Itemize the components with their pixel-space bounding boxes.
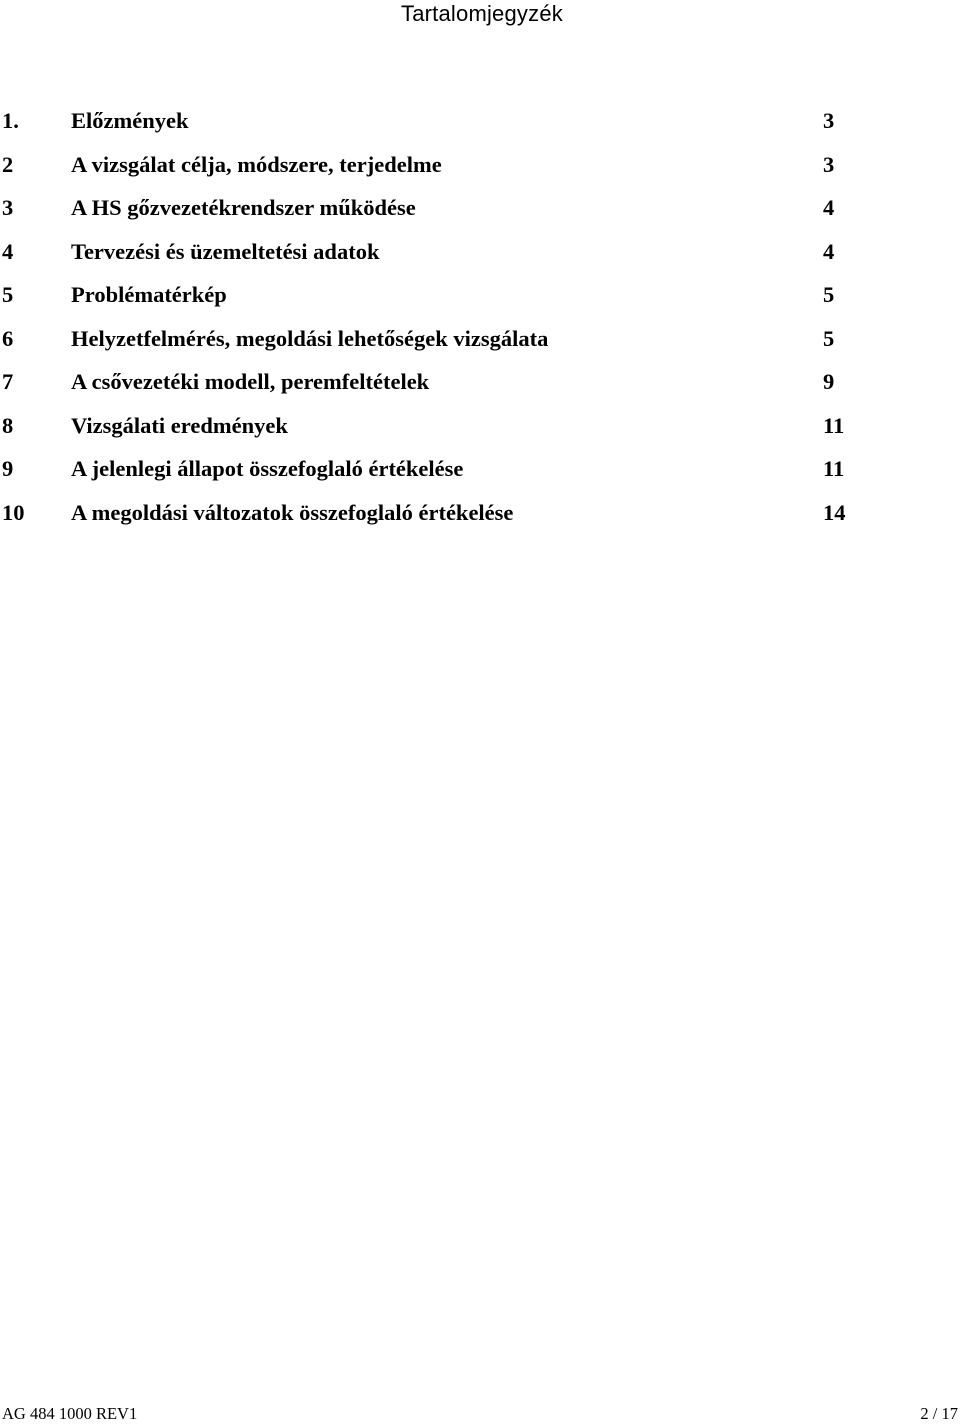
- toc-entry-number: 5: [2, 282, 14, 307]
- toc-entry-title: Helyzetfelmérés, megoldási lehetőségek vizsgálata: [71, 325, 549, 351]
- toc-entry-title: Tervezési és üzemeltetési adatok: [71, 238, 380, 264]
- toc-entry-number: 6: [2, 325, 14, 351]
- toc-entry-number: 3: [2, 195, 14, 220]
- toc-entry-page: 3: [823, 151, 835, 177]
- document-id: AG 484 1000 REV1: [2, 1404, 138, 1423]
- toc-entry-number: 2: [2, 151, 14, 177]
- toc-entry-title: Vizsgálati eredmények: [71, 412, 288, 438]
- toc-entry-number: 8: [2, 412, 14, 438]
- toc-entry-number: 10: [2, 499, 25, 525]
- page-indicator: 2 / 17: [920, 1404, 958, 1423]
- toc-entry-number: 9: [2, 456, 14, 481]
- toc-entry-page: 4: [823, 238, 835, 264]
- toc-entry-page: 14: [823, 499, 846, 525]
- toc-entry-number: 7: [2, 369, 14, 394]
- page-footer: [0, 1401, 960, 1423]
- toc-entry-title: A jelenlegi állapot összefoglaló értékelése: [71, 456, 464, 481]
- toc-entry-3[interactable]: [0, 186, 960, 230]
- toc-entry-page: 11: [823, 456, 845, 481]
- page-title: Tartalomjegyzék: [401, 1, 563, 26]
- toc-entry-page: 3: [823, 108, 835, 133]
- toc-entry-5[interactable]: [0, 273, 960, 317]
- toc-entry-page: 5: [823, 282, 835, 307]
- toc-entry-page: 4: [823, 195, 835, 220]
- toc-entry-9[interactable]: [0, 447, 960, 491]
- toc-entry-6[interactable]: [0, 317, 960, 361]
- toc-entry-page: 11: [823, 412, 845, 438]
- toc-entry-number: 4: [2, 238, 14, 264]
- toc-entry-page: 5: [823, 325, 835, 351]
- toc-entry-page: 9: [823, 369, 835, 394]
- toc-entry-title: A megoldási változatok összefoglaló értékelése: [71, 499, 514, 525]
- toc-entry-number: 1.: [2, 108, 19, 133]
- toc-entry-2[interactable]: [0, 143, 960, 187]
- toc-entry-title: A HS gőzvezetékrendszer működése: [71, 195, 416, 220]
- toc-entry-7[interactable]: [0, 360, 960, 404]
- table-of-contents: [0, 99, 960, 534]
- toc-entry-title: Problématérkép: [71, 282, 227, 307]
- toc-entry-4[interactable]: [0, 230, 960, 274]
- toc-entry-1[interactable]: [0, 99, 960, 143]
- toc-entry-10[interactable]: [0, 491, 960, 535]
- toc-entry-8[interactable]: [0, 404, 960, 448]
- toc-entry-title: A csővezetéki modell, peremfeltételek: [71, 369, 430, 394]
- toc-entry-title: Előzmények: [71, 108, 189, 133]
- toc-entry-title: A vizsgálat célja, módszere, terjedelme: [71, 151, 442, 177]
